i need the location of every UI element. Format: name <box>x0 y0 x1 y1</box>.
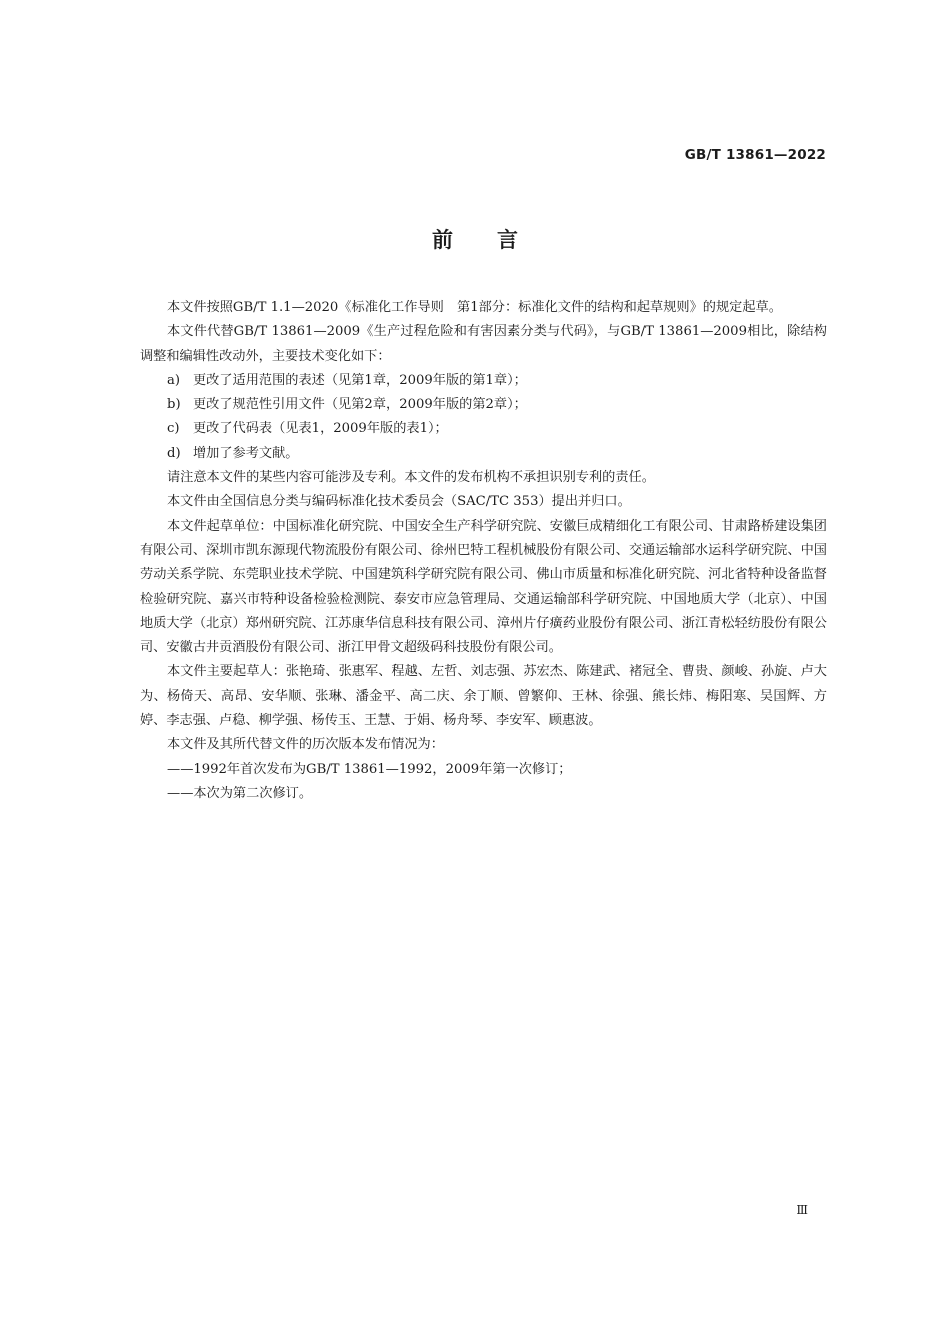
change-item-text: 更改了规范性引用文件（见第2章，2009年版的第2章）； <box>193 397 527 413</box>
title-char-1: 前 <box>432 228 453 252</box>
foreword-body <box>140 296 827 806</box>
change-item-label: c) <box>167 421 180 437</box>
change-item-text: 更改了适用范围的表述（见第1章，2009年版的第1章）； <box>193 372 527 388</box>
page-title <box>0 224 950 254</box>
paragraph-drafters: 本文件主要起草人：张艳琦、张惠军、程越、左哲、刘志强、苏宏杰、陈建武、褚冠全、曹贵、颜峻、孙旋、卢大为、杨倚天、高昂、安华顺、张琳、潘金平、高二庆、余丁顺、曾繁仰、王林、徐强、熊长炜、梅阳寒、吴国辉、方婷、李志强、卢稳、柳学强、杨传玉、王慧、于娟、杨舟琴、李安军、顾惠波。 <box>140 664 827 729</box>
paragraph-patent-notice: 请注意本文件的某些内容可能涉及专利。本文件的发布机构不承担识别专利的责任。 <box>167 470 655 486</box>
paragraph-drafting-units: 本文件起草单位：中国标准化研究院、中国安全生产科学研究院、安徽巨成精细化工有限公司、甘肃路桥建设集团有限公司、深圳市凯东源现代物流股份有限公司、徐州巴特工程机械股份有限公司、交通运输部水运科学研究院、中国劳动关系学院、东莞职业技术学院、中国建筑科学研究院有限公司、佛山市质量和标准化研究院、河北省特种设备监督检验研究院、嘉兴市特种设备检验检测院、泰安市应急管理局、交通运输部科学研究院、中国地质大学（北京）、中国地质大学（北京）郑州研究院、江苏康华信息科技有限公司、漳州片仔癀药业股份有限公司、浙江青松轻纺股份有限公司、安徽古井贡酒股份有限公司、浙江甲骨文超级码科技股份有限公司。 <box>140 518 827 656</box>
standard-code: GB/T 13861—2022 <box>684 147 826 163</box>
change-item-text: 更改了代码表（见表1，2009年版的表1）； <box>193 421 448 437</box>
change-item-text: 增加了参考文献。 <box>193 445 299 461</box>
change-item <box>167 393 827 417</box>
history-item: ——1992年首次发布为GB/T 13861—1992，2009年第一次修订； <box>167 761 572 777</box>
change-item <box>167 369 827 393</box>
paragraph-replacement: 本文件代替GB/T 13861—2009《生产过程危险和有害因素分类与代码》，与GB/T 13861—2009相比，除结构调整和编辑性改动外，主要技术变化如下： <box>140 324 827 364</box>
paragraph-history-intro: 本文件及其所代替文件的历次版本发布情况为： <box>167 737 444 753</box>
change-item-label: b) <box>167 397 181 413</box>
page-number: Ⅲ <box>796 1203 808 1217</box>
paragraph-drafting-basis: 本文件按照GB/T 1.1—2020《标准化工作导则 第1部分：标准化文件的结构和起草规则》的规定起草。 <box>167 300 782 315</box>
paragraph-proposer: 本文件由全国信息分类与编码标准化技术委员会（SAC/TC 353）提出并归口。 <box>167 494 631 510</box>
change-item <box>167 417 827 441</box>
change-item-label: a) <box>167 372 181 388</box>
change-item <box>167 442 827 466</box>
history-item: ——本次为第二次修订。 <box>167 785 313 801</box>
title-char-2: 言 <box>497 228 518 252</box>
change-item-label: d) <box>167 445 181 461</box>
